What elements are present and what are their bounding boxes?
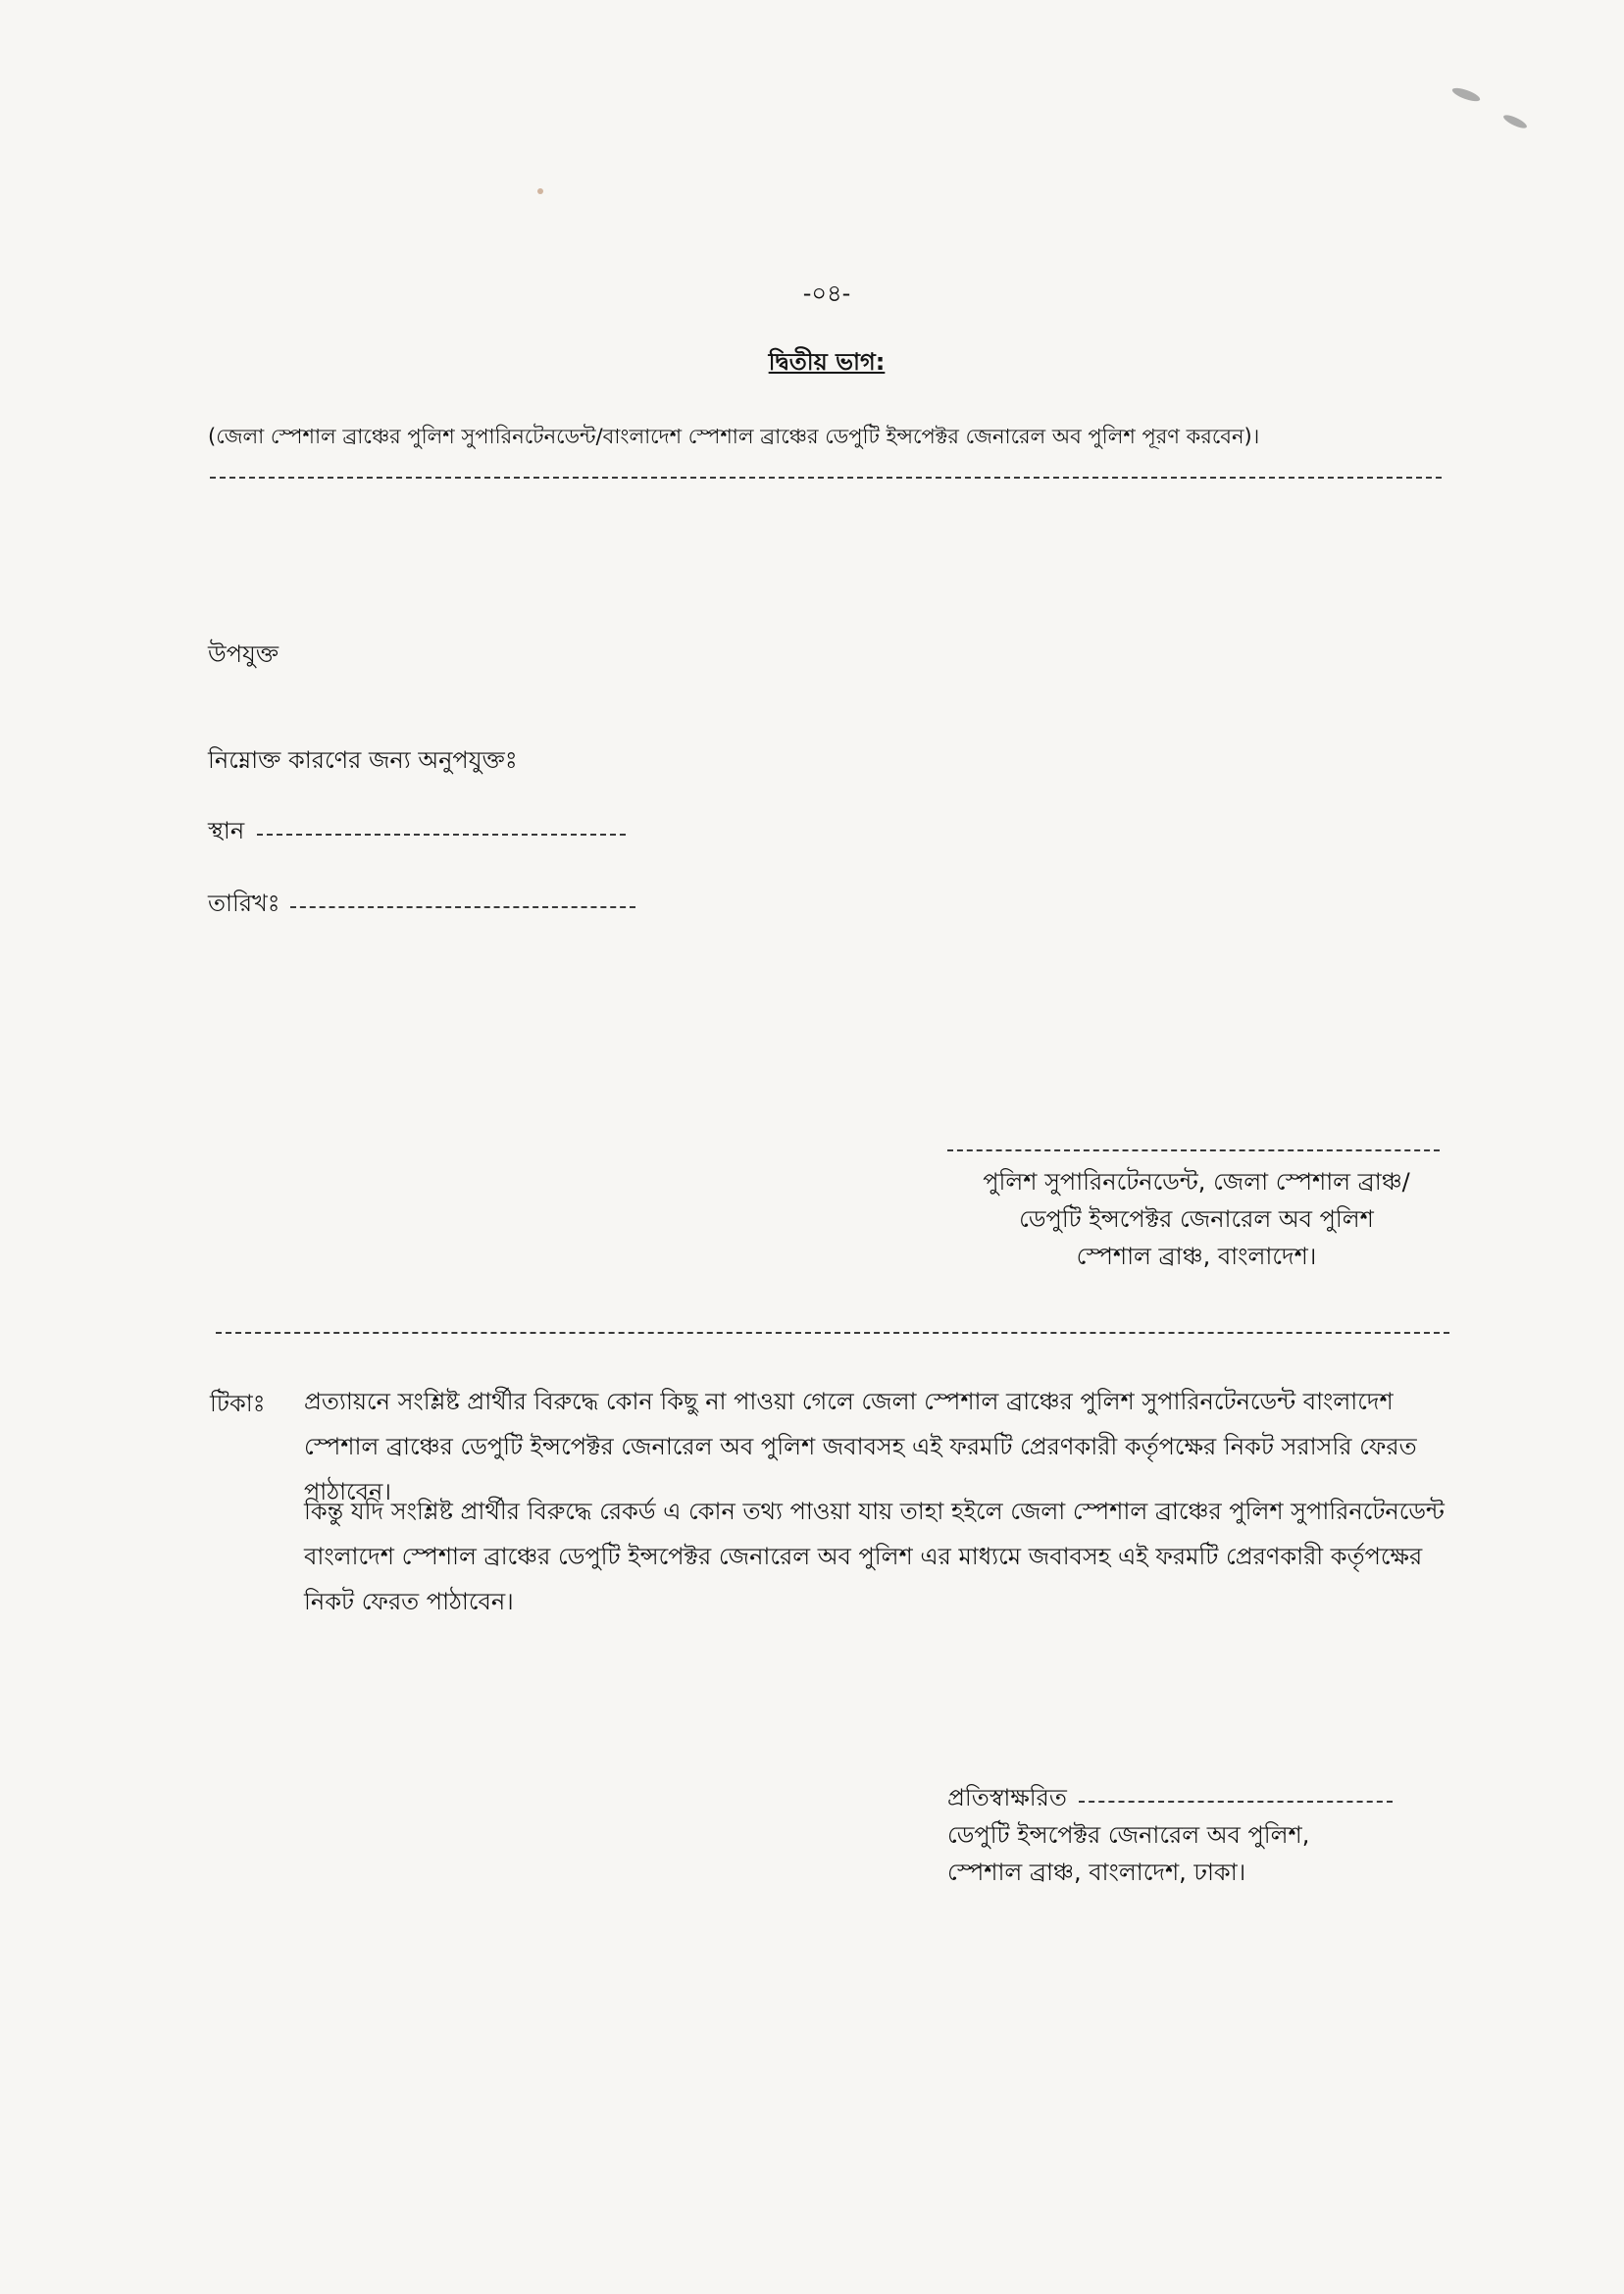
signature-title-line1: পুলিশ সুপারিনটেনডেন্ট, জেলা স্পেশাল ব্রাঞ্চ/ bbox=[983, 1168, 1410, 1196]
page-number: -০৪- bbox=[802, 280, 851, 307]
signature-title-line2: ডেপুটি ইন্সপেক্টর জেনারেল অব পুলিশ bbox=[1019, 1205, 1374, 1233]
suitable-label: উপযুক্ত bbox=[208, 640, 279, 668]
section-title: দ্বিতীয় ভাগ: bbox=[768, 348, 886, 376]
scan-smudge bbox=[1502, 113, 1529, 130]
place-field[interactable] bbox=[257, 834, 626, 836]
scan-mark bbox=[537, 188, 543, 194]
separator-line bbox=[216, 1332, 1449, 1334]
note-label: টিকাঃ bbox=[210, 1390, 266, 1417]
countersign-line[interactable] bbox=[1079, 1801, 1393, 1803]
note-paragraph-2: কিন্তু যদি সংশ্লিষ্ট প্রার্থীর বিরুদ্ধে রেকর্ড এ কোন তথ্য পাওয়া যায় তাহা হইলে জেলা স্পেশাল ব্রাঞ্চের পুলিশ সুপারিনটেনডেন্ট বাংলাদেশ স্পেশাল ব্রাঞ্চের ডেপুটি ইন্সপেক্টর জেনারেল অব পুলিশ এর মাধ্যমে জবাবসহ এই ফরমটি প্রেরণকারী কর্তৃপক্ষের নিকট ফেরত পাঠাবেন। bbox=[304, 1498, 1445, 1615]
date-label: তারিখঃ bbox=[208, 890, 280, 917]
countersign-title-line2: স্পেশাল ব্রাঞ্চ, বাংলাদেশ, ঢাকা। bbox=[947, 1859, 1246, 1886]
scan-smudge bbox=[1450, 85, 1481, 104]
note-paragraph-1: প্রত্যায়নে সংশ্লিষ্ট প্রার্থীর বিরুদ্ধে কোন কিছু না পাওয়া গেলে জেলা স্পেশাল ব্রাঞ্চের পুলিশ সুপারিনটেনডেন্ট বাংলাদেশ স্পেশাল ব্রাঞ্চের ডেপুটি ইন্সপেক্টর জেনারেল অব পুলিশ জবাবসহ এই ফরমটি প্রেরণকারী কর্তৃপক্ষের নিকট সরাসরি ফেরত পাঠাবেন। bbox=[304, 1388, 1417, 1505]
signature-line[interactable] bbox=[947, 1149, 1440, 1151]
place-label: স্থান bbox=[208, 817, 245, 844]
date-field[interactable] bbox=[290, 906, 635, 908]
unsuitable-label: নিম্নোক্ত কারণের জন্য অনুপযুক্তঃ bbox=[208, 746, 518, 774]
separator-line bbox=[210, 477, 1442, 479]
instruction-text: (জেলা স্পেশাল ব্রাঞ্চের পুলিশ সুপারিনটেনডেন্ট/বাংলাদেশ স্পেশাল ব্রাঞ্চের ডেপুটি ইন্সপেক্টর জেনারেল অব পুলিশ পূরণ করবেন)। bbox=[208, 425, 1260, 448]
countersign-label: প্রতিস্বাক্ষরিত bbox=[947, 1784, 1067, 1811]
signature-title-line3: স্পেশাল ব্রাঞ্চ, বাংলাদেশ। bbox=[1076, 1243, 1317, 1270]
countersign-title-line1: ডেপুটি ইন্সপেক্টর জেনারেল অব পুলিশ, bbox=[947, 1821, 1310, 1849]
